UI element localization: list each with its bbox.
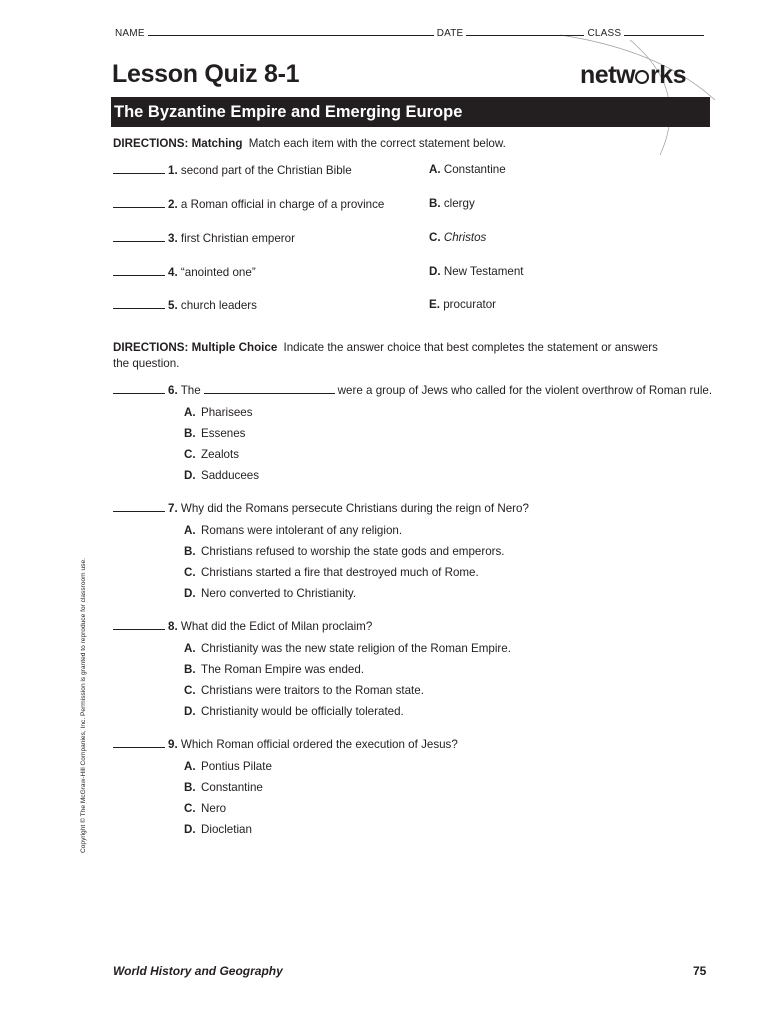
choice-text: Christos — [443, 231, 487, 244]
question-number: 8. — [168, 620, 178, 633]
directions-type: Multiple Choice — [191, 341, 278, 354]
question-6 — [113, 383, 712, 397]
answer-blank[interactable] — [113, 231, 165, 242]
choice-letter: C. — [429, 231, 441, 244]
date-field[interactable] — [466, 26, 584, 36]
option-text: Sadducees — [201, 469, 260, 482]
answer-blank[interactable] — [113, 737, 165, 748]
option-letter: B. — [184, 663, 196, 676]
answer-option — [184, 448, 239, 461]
answer-blank[interactable] — [113, 197, 165, 208]
option-text: Christianity would be officially tolerated. — [201, 705, 404, 718]
matching-choice — [429, 265, 524, 278]
choice-text: procurator — [443, 298, 497, 311]
answer-option — [184, 705, 404, 718]
networks-logo — [580, 61, 686, 90]
directions-text: Indicate the answer choice that best completes the statement or answers — [283, 341, 658, 354]
directions-type: Matching — [191, 137, 243, 150]
answer-blank[interactable] — [113, 163, 165, 174]
option-text: Nero converted to Christianity. — [201, 587, 357, 600]
logo-text-end: rks — [649, 61, 686, 89]
answer-option — [184, 566, 479, 579]
directions-label: DIRECTIONS: — [113, 341, 189, 354]
answer-option — [184, 406, 253, 419]
item-text: a Roman official in charge of a province — [180, 198, 385, 211]
question-9 — [113, 737, 458, 751]
answer-option — [184, 524, 402, 537]
option-text: Pharisees — [201, 406, 253, 419]
item-number: 3. — [168, 232, 178, 245]
mc-directions-cont: the question. — [113, 357, 180, 370]
answer-option — [184, 587, 356, 600]
choice-letter: D. — [429, 265, 441, 278]
option-letter: D. — [184, 587, 196, 600]
answer-blank[interactable] — [113, 383, 165, 394]
matching-choice — [429, 197, 475, 210]
item-text: second part of the Christian Bible — [180, 164, 352, 177]
answer-option — [184, 802, 226, 815]
matching-choice — [429, 298, 496, 311]
option-letter: C. — [184, 448, 196, 461]
matching-item — [113, 197, 384, 211]
choice-letter: E. — [429, 298, 440, 311]
option-text: Christianity was the new state religion of the Roman Empire. — [201, 642, 511, 655]
answer-option — [184, 781, 263, 794]
question-7 — [113, 501, 529, 515]
option-text: Nero — [201, 802, 227, 815]
option-letter: A. — [184, 760, 196, 773]
option-letter: B. — [184, 781, 196, 794]
mc-directions — [113, 341, 658, 354]
choice-letter: A. — [429, 163, 441, 176]
answer-blank[interactable] — [113, 298, 165, 309]
option-letter: D. — [184, 823, 196, 836]
logo-globe-icon — [635, 70, 649, 84]
decorative-arc — [540, 30, 720, 160]
option-text: Christians started a fire that destroyed much of Rome. — [201, 566, 479, 579]
lesson-banner: The Byzantine Empire and Emerging Europe — [111, 97, 710, 127]
option-letter: D. — [184, 469, 196, 482]
option-letter: B. — [184, 427, 196, 440]
question-text: What did the Edict of Milan proclaim? — [180, 620, 373, 633]
matching-item — [113, 265, 256, 279]
student-info-line — [115, 26, 707, 39]
answer-option — [184, 760, 272, 773]
answer-option — [184, 684, 424, 697]
matching-choice — [429, 163, 506, 176]
answer-option — [184, 663, 364, 676]
choice-text: New Testament — [443, 265, 524, 278]
matching-directions — [113, 137, 506, 150]
option-text: The Roman Empire was ended. — [201, 663, 365, 676]
name-field[interactable] — [148, 26, 434, 36]
option-text: Christians refused to worship the state gods and emperors. — [201, 545, 505, 558]
answer-blank[interactable] — [113, 501, 165, 512]
item-number: 5. — [168, 299, 178, 312]
answer-blank[interactable] — [113, 265, 165, 276]
class-label: CLASS — [587, 28, 622, 39]
option-text: Romans were intolerant of any religion. — [201, 524, 403, 537]
item-text: first Christian emperor — [180, 232, 295, 245]
answer-option — [184, 469, 259, 482]
answer-option — [184, 545, 505, 558]
name-label: NAME — [115, 28, 145, 39]
page-number: 75 — [693, 964, 707, 978]
option-letter: A. — [184, 524, 196, 537]
item-number: 1. — [168, 164, 178, 177]
matching-item — [113, 163, 352, 177]
question-text: The — [180, 384, 201, 397]
date-label: DATE — [436, 28, 464, 39]
fill-in-blank[interactable] — [204, 383, 335, 394]
question-text: Which Roman official ordered the execution of Jesus? — [180, 738, 458, 751]
footer-book-title: World History and Geography — [113, 964, 283, 978]
answer-blank[interactable] — [113, 619, 165, 630]
answer-option — [184, 427, 245, 440]
item-number: 4. — [168, 266, 178, 279]
directions-text: Match each item with the correct statement below. — [248, 137, 506, 150]
option-letter: C. — [184, 802, 196, 815]
item-text: church leaders — [180, 299, 257, 312]
option-text: Pontius Pilate — [201, 760, 272, 773]
option-letter: A. — [184, 642, 196, 655]
option-text: Essenes — [201, 427, 246, 440]
matching-item — [113, 298, 257, 312]
question-number: 9. — [168, 738, 178, 751]
question-number: 6. — [168, 384, 178, 397]
item-number: 2. — [168, 198, 178, 211]
choice-letter: B. — [429, 197, 441, 210]
question-text: were a group of Jews who called for the violent overthrow of Roman rule. — [337, 384, 713, 397]
copyright-notice: Copyright © The McGraw-Hill Companies, Inc. Permission is granted to reproduce for classroom use. — [80, 558, 87, 853]
option-text: Christians were traitors to the Roman state. — [201, 684, 424, 697]
option-letter: A. — [184, 406, 196, 419]
option-text: Zealots — [201, 448, 240, 461]
matching-choice — [429, 231, 486, 244]
option-letter: C. — [184, 566, 196, 579]
choice-text: Constantine — [443, 163, 506, 176]
answer-option — [184, 642, 511, 655]
class-field[interactable] — [624, 26, 704, 36]
question-number: 7. — [168, 502, 178, 515]
page-title: Lesson Quiz 8-1 — [112, 60, 300, 88]
option-letter: C. — [184, 684, 196, 697]
option-letter: D. — [184, 705, 196, 718]
option-text: Constantine — [201, 781, 263, 794]
item-text: “anointed one” — [180, 266, 256, 279]
option-letter: B. — [184, 545, 196, 558]
option-text: Diocletian — [201, 823, 252, 836]
question-8 — [113, 619, 372, 633]
answer-option — [184, 823, 252, 836]
logo-text-start: netw — [580, 61, 635, 89]
matching-item — [113, 231, 295, 245]
directions-label: DIRECTIONS: — [113, 137, 189, 150]
choice-text: clergy — [443, 197, 475, 210]
question-text: Why did the Romans persecute Christians during the reign of Nero? — [180, 502, 529, 515]
